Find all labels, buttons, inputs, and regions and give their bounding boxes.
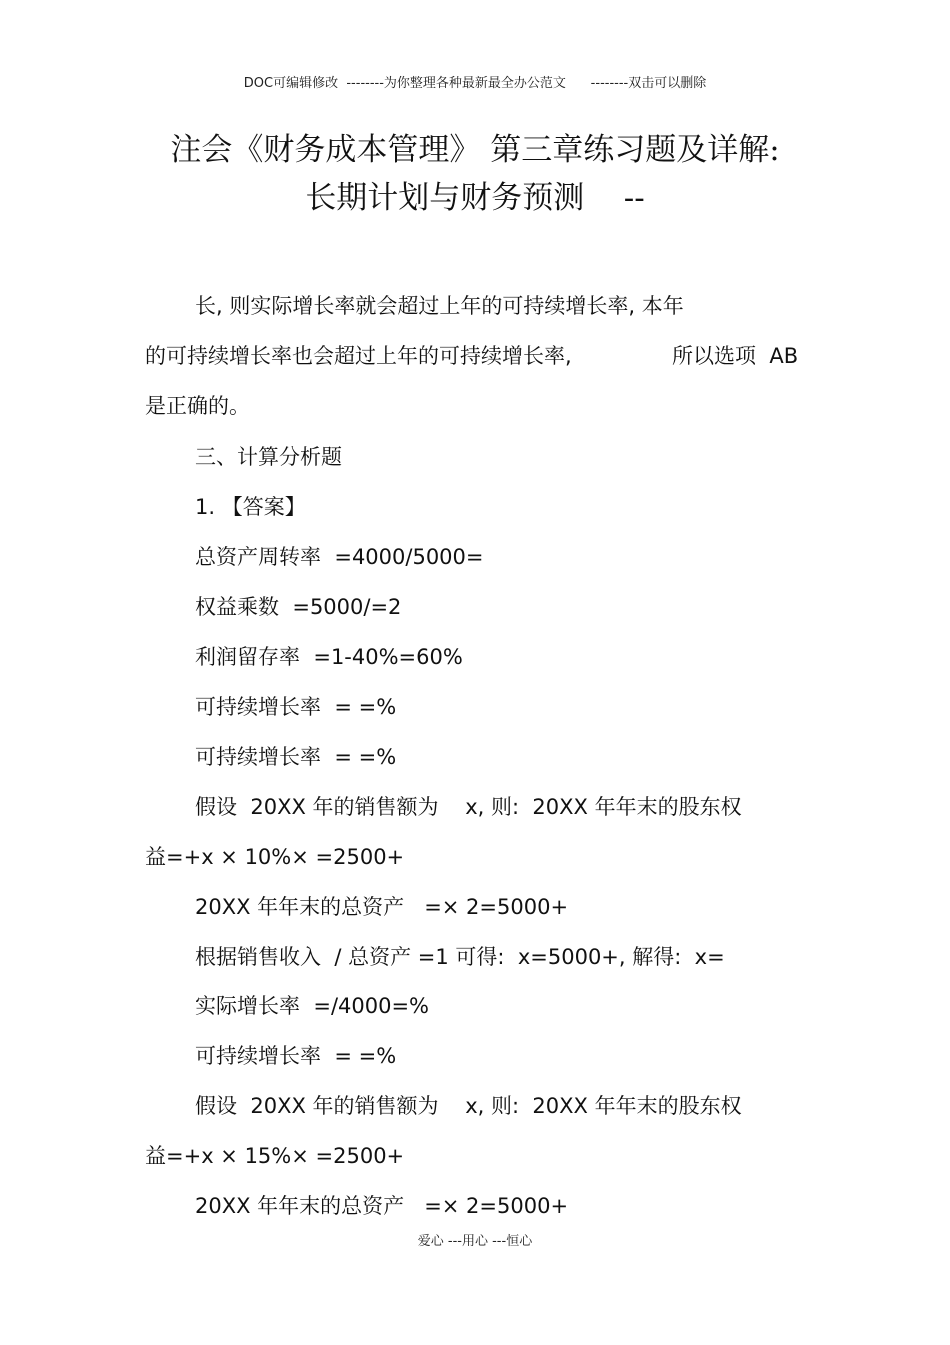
- formula-line: 根据销售收入 / 总资产 =1 可得: x=5000+, 解得: x=: [195, 945, 725, 969]
- paragraph-line: 的可持续增长率也会超过上年的可持续增长率,: [145, 344, 572, 368]
- formula-line: 可持续增长率 = =%: [195, 745, 397, 769]
- section-heading: 三、计算分析题: [195, 445, 342, 469]
- formula-line: 20XX 年年末的总资产 =× 2=5000+: [195, 895, 569, 919]
- answer-label: 1. 【答案】: [195, 495, 306, 519]
- paragraph-line: 长, 则实际增长率就会超过上年的可持续增长率, 本年: [195, 294, 684, 318]
- formula-line: 利润留存率 =1-40%=60%: [195, 645, 463, 669]
- paragraph-line: 是正确的。: [145, 394, 250, 418]
- paragraph-line: 假设 20XX 年的销售额为 x, 则: 20XX 年年末的股东权: [195, 795, 742, 819]
- paragraph-line: 益=+x × 15%× =2500+: [145, 1144, 405, 1168]
- document-title-line-2: 长期计划与财务预测 --: [305, 180, 645, 216]
- document-title-line-1: 注会《财务成本管理》 第三章练习题及详解:: [170, 132, 780, 168]
- formula-line: 20XX 年年末的总资产 =× 2=5000+: [195, 1194, 569, 1218]
- formula-line: 实际增长率 =/4000=%: [195, 994, 430, 1018]
- paragraph-line: 假设 20XX 年的销售额为 x, 则: 20XX 年年末的股东权: [195, 1094, 742, 1118]
- formula-line: 权益乘数 =5000/=2: [195, 595, 402, 619]
- formula-line: 总资产周转率 =4000/5000=: [195, 545, 484, 569]
- page-header: DOC可编辑修改 --------为你整理各种最新最全办公范文 --------双击可以删除: [243, 76, 707, 91]
- formula-line: 可持续增长率 = =%: [195, 1044, 397, 1068]
- page-footer: 爱心 ---用心 ---恒心: [417, 1234, 533, 1249]
- paragraph-line: 益=+x × 10%× =2500+: [145, 845, 405, 869]
- formula-line: 可持续增长率 = =%: [195, 695, 397, 719]
- paragraph-line-fragment: 所以选项 AB: [672, 344, 799, 368]
